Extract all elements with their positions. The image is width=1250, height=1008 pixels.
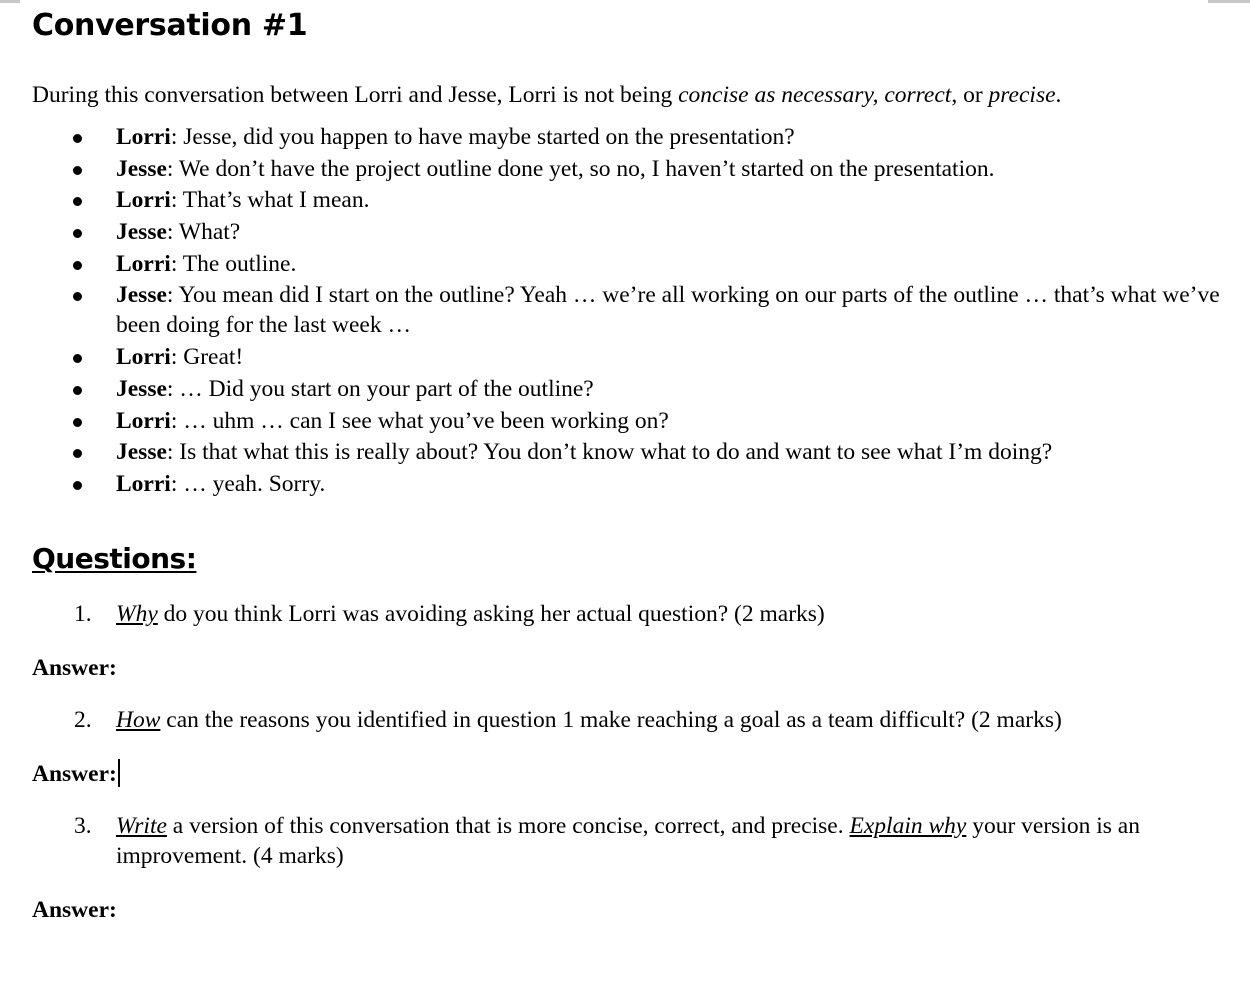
speaker-name: Lorri xyxy=(116,124,171,150)
question-text: do you think Lorri was avoiding asking her actual question? (2 marks) xyxy=(157,600,825,627)
intro-emphasis-concise-correct: concise as necessary, correct xyxy=(678,82,952,108)
bullet-icon xyxy=(73,418,82,427)
question-2 xyxy=(32,705,1232,735)
answer-3-field[interactable] xyxy=(32,895,1232,925)
question-text: your version is an improvement. (4 marks) xyxy=(116,812,1140,869)
intro-text-mid: , or xyxy=(951,82,989,108)
question-number: 1. xyxy=(74,600,92,627)
bullet-icon xyxy=(73,197,82,206)
dialogue-text: : The outline. xyxy=(170,250,297,277)
bullet-icon xyxy=(73,354,82,363)
question-keyword: Why xyxy=(116,600,158,627)
dialogue-text: : That’s what I mean. xyxy=(170,187,370,214)
page-corner-mark-left xyxy=(0,0,20,3)
question-number: 3. xyxy=(74,812,92,839)
speaker-name: Lorri xyxy=(116,407,171,434)
bullet-icon xyxy=(73,229,82,238)
answer-2-field[interactable] xyxy=(32,759,1232,789)
dialogue-text: : Jesse, did you happen to have maybe started on the presentation? xyxy=(170,124,795,150)
bullet-icon xyxy=(73,166,82,175)
intro-text-before: During this conversation between Lorri and Jesse, Lorri is not being xyxy=(32,82,679,108)
question-3 xyxy=(32,811,1232,871)
answer-label: Answer: xyxy=(32,654,117,681)
conversation-title: Conversation #1 xyxy=(32,8,308,43)
speaker-name: Jesse xyxy=(116,439,167,466)
answer-label: Answer: xyxy=(32,760,117,787)
dialogue-line xyxy=(32,217,1232,247)
dialogue-text: : … yeah. Sorry. xyxy=(170,470,326,497)
intro-emphasis-precise: precise xyxy=(988,82,1056,108)
dialogue-line xyxy=(32,469,1232,499)
speaker-name: Jesse xyxy=(116,155,167,182)
speaker-name: Lorri xyxy=(116,187,171,214)
bullet-icon xyxy=(73,261,82,270)
dialogue-line xyxy=(32,437,1232,467)
questions-heading: Questions: xyxy=(32,541,197,575)
dialogue-line xyxy=(32,342,1232,372)
intro-text-after: . xyxy=(1055,82,1062,108)
speaker-name: Lorri xyxy=(116,470,171,497)
speaker-name: Jesse xyxy=(116,375,167,402)
bullet-icon xyxy=(73,134,82,143)
question-keyword: Write xyxy=(116,812,167,839)
speaker-name: Lorri xyxy=(116,250,171,277)
bullet-icon xyxy=(73,449,82,458)
dialogue-line xyxy=(32,406,1232,436)
answer-label: Answer: xyxy=(32,896,117,923)
dialogue-text: : We don’t have the project outline done yet, so no, I haven’t started on the presentation. xyxy=(166,155,995,182)
question-number: 2. xyxy=(74,706,92,733)
speaker-name: Jesse xyxy=(116,282,167,309)
dialogue-line xyxy=(32,122,1232,152)
dialogue-text: : Is that what this is really about? You don’t know what to do and want to see what I’m doing? xyxy=(166,439,1053,466)
dialogue-text: : What? xyxy=(166,219,241,246)
dialogue-line xyxy=(32,185,1232,215)
text-cursor xyxy=(118,759,120,787)
dialogue-text: : … uhm … can I see what you’ve been working on? xyxy=(170,407,669,434)
dialogue-line xyxy=(32,374,1232,404)
speaker-name: Lorri xyxy=(116,344,171,371)
dialogue-text: : You mean did I start on the outline? Yeah … we’re all working on our parts of the outline … that’s what we’ve been doing for the last week … xyxy=(116,282,1220,339)
question-text: a version of this conversation that is more concise, correct, and precise. xyxy=(166,812,850,839)
question-keyword: How xyxy=(116,706,161,733)
dialogue-list xyxy=(32,122,1232,499)
intro-paragraph xyxy=(32,80,1232,110)
bullet-icon xyxy=(73,386,82,395)
document-page[interactable] xyxy=(32,0,1232,925)
dialogue-line xyxy=(32,280,1232,340)
question-keyword: Explain why xyxy=(849,812,967,839)
question-text: can the reasons you identified in question 1 make reaching a goal as a team difficult? (2 marks) xyxy=(160,706,1062,733)
dialogue-text: : Great! xyxy=(170,344,244,371)
dialogue-line xyxy=(32,249,1232,279)
bullet-icon xyxy=(73,292,82,301)
answer-1-field[interactable] xyxy=(32,653,1232,683)
question-1 xyxy=(32,599,1232,629)
speaker-name: Jesse xyxy=(116,219,167,246)
dialogue-line xyxy=(32,154,1232,184)
bullet-icon xyxy=(73,481,82,490)
dialogue-text: : … Did you start on your part of the outline? xyxy=(166,375,594,402)
